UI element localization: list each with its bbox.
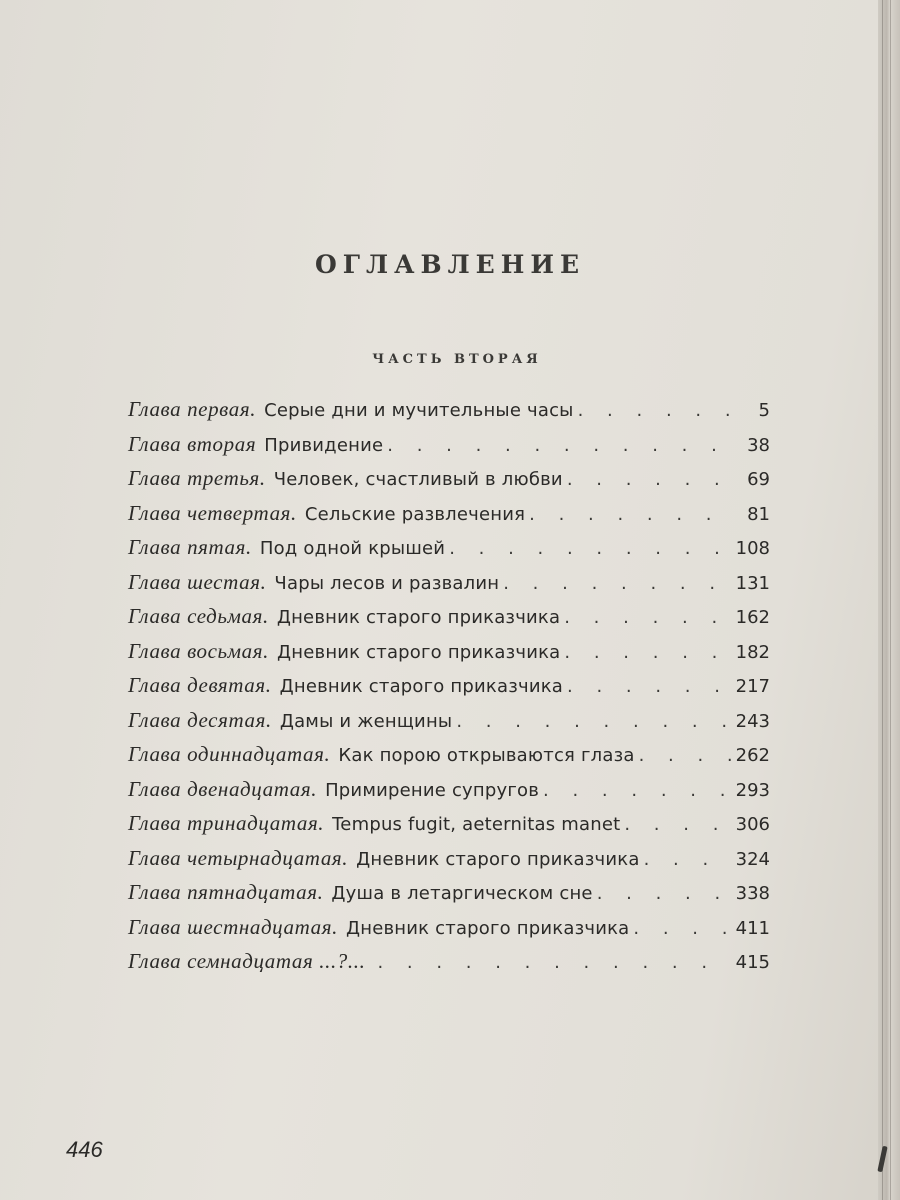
toc-entry xyxy=(128,880,770,915)
toc-chapter-label: Глава тринадцатая. xyxy=(128,811,325,835)
toc-chapter-label: Глава пятнадцатая. xyxy=(128,880,324,904)
toc-heading: ОГЛАВЛЕНИЕ xyxy=(314,250,586,279)
toc-dot-leader xyxy=(529,504,736,525)
toc-entry xyxy=(128,811,770,846)
toc-entry xyxy=(128,915,770,950)
section-heading: ЧАСТЬ ВТОРАЯ xyxy=(372,352,542,367)
toc-chapter-title: Сельские развлечения xyxy=(304,503,526,525)
toc-page-number: 69 xyxy=(747,469,770,490)
toc-chapter-title: Привидение xyxy=(264,434,384,456)
table-of-contents xyxy=(128,397,770,984)
toc-entry xyxy=(128,846,770,881)
toc-entry xyxy=(128,949,770,984)
toc-chapter-title: Примирение супругов xyxy=(325,779,540,801)
toc-chapter-title: Дневник старого приказчика xyxy=(356,848,640,870)
toc-entry xyxy=(128,673,770,708)
toc-dot-leader xyxy=(377,952,731,973)
toc-page-number: 182 xyxy=(735,641,770,663)
toc-page-number: 108 xyxy=(735,538,770,559)
toc-page-number: 306 xyxy=(735,814,770,835)
toc-page-number: 338 xyxy=(735,883,770,904)
toc-entry xyxy=(128,604,770,639)
toc-dot-leader xyxy=(456,711,731,732)
page-edge xyxy=(878,0,900,1200)
toc-dot-leader xyxy=(449,538,731,559)
toc-entry xyxy=(128,570,770,605)
toc-dot-leader xyxy=(564,607,731,628)
toc-chapter-title: Чары лесов и развалин xyxy=(274,572,500,594)
toc-chapter-title: Дневник старого приказчика xyxy=(279,676,564,697)
toc-chapter-label: Глава первая. xyxy=(128,397,257,421)
toc-chapter-title: Tempus fugit, aeternitas manet xyxy=(332,814,621,835)
toc-chapter-label: Глава седьмая. xyxy=(128,604,269,628)
toc-chapter-label: Глава восьмая. xyxy=(128,638,269,663)
toc-chapter-title: Человек, счастливый в любви xyxy=(273,469,563,490)
toc-chapter-title: Под одной крышей xyxy=(259,538,446,559)
toc-chapter-title: Серые дни и мучительные часы xyxy=(264,400,574,421)
toc-page-number: 38 xyxy=(747,434,770,456)
toc-dot-leader xyxy=(387,435,736,456)
toc-chapter-label: Глава четвертая. xyxy=(128,500,297,525)
toc-entry xyxy=(128,639,770,674)
toc-entry xyxy=(128,708,770,743)
toc-page-number: 243 xyxy=(735,710,770,732)
toc-chapter-title: Как порою открываются глаза xyxy=(338,745,635,766)
toc-page-number: 293 xyxy=(735,779,770,801)
toc-chapter-label: Глава семнадцатая ...?... xyxy=(128,949,366,973)
toc-page-number: 415 xyxy=(735,952,770,973)
toc-page-number: 217 xyxy=(735,676,770,697)
toc-page-number: 324 xyxy=(735,848,770,870)
toc-chapter-label: Глава двенадцатая. xyxy=(128,776,318,801)
toc-page-number: 5 xyxy=(758,400,770,421)
page-number: 446 xyxy=(66,1137,103,1162)
toc-dot-leader xyxy=(597,883,732,904)
toc-chapter-label: Глава десятая. xyxy=(128,707,272,732)
toc-chapter-title: Дамы и женщины xyxy=(279,710,453,732)
toc-chapter-label: Глава шестая. xyxy=(128,569,267,594)
toc-dot-leader xyxy=(503,573,731,594)
toc-dot-leader xyxy=(578,400,736,421)
toc-dot-leader xyxy=(543,780,732,801)
toc-chapter-title: Дневник старого приказчика xyxy=(277,641,561,663)
toc-entry xyxy=(128,535,770,570)
toc-page-number: 162 xyxy=(735,607,770,628)
toc-chapter-label: Глава пятая. xyxy=(128,535,252,559)
toc-dot-leader xyxy=(644,849,732,870)
toc-chapter-title: Дневник старого приказчика xyxy=(276,607,561,628)
toc-dot-leader xyxy=(633,918,731,939)
toc-entry xyxy=(128,397,770,432)
toc-chapter-title: Душа в летаргическом сне xyxy=(331,883,593,904)
toc-chapter-label: Глава четырнадцатая. xyxy=(128,845,349,870)
toc-chapter-label: Глава шестнадцатая. xyxy=(128,914,338,939)
toc-chapter-title: Дневник старого приказчика xyxy=(345,917,630,939)
toc-chapter-label: Глава девятая. xyxy=(128,673,272,697)
toc-dot-leader xyxy=(567,676,732,697)
toc-chapter-label: Глава одиннадцатая. xyxy=(128,742,331,766)
toc-dot-leader xyxy=(639,745,732,766)
toc-dot-leader xyxy=(624,814,731,835)
toc-page-number: 411 xyxy=(735,917,770,939)
toc-entry xyxy=(128,742,770,777)
toc-entry xyxy=(128,501,770,536)
toc-page-number: 262 xyxy=(735,745,770,766)
toc-page-number: 131 xyxy=(735,572,770,594)
toc-entry xyxy=(128,777,770,812)
toc-entry xyxy=(128,466,770,501)
toc-page-number: 81 xyxy=(747,503,770,525)
toc-entry xyxy=(128,432,770,467)
toc-chapter-label: Глава вторая xyxy=(128,431,257,456)
toc-dot-leader xyxy=(564,642,731,663)
toc-chapter-label: Глава третья. xyxy=(128,466,266,490)
toc-dot-leader xyxy=(567,469,736,490)
